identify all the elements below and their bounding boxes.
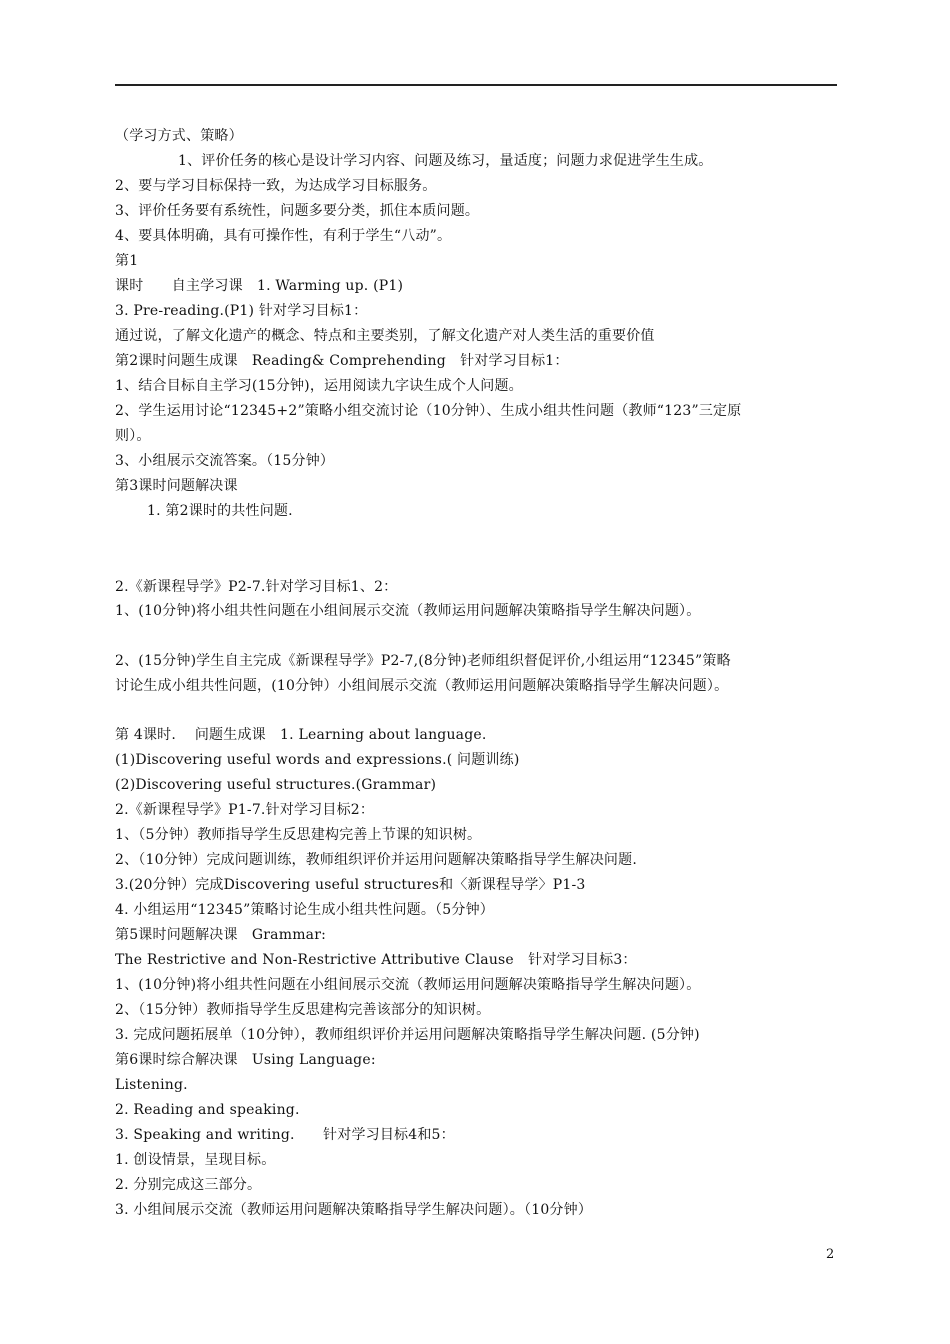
text-line: 4、要具体明确，具有可操作性，有利于学生“八动”。	[115, 228, 452, 244]
text-line: 2、（10分钟）完成问题训练，教师组织评价并运用问题解决策略指导学生解决问题.	[115, 852, 637, 868]
text-line: 2.《新课程导学》P2-7.针对学习目标1、2：	[115, 579, 398, 595]
text-line: 1、(10分钟)将小组共性问题在小组间展示交流（教师运用问题解决策略指导学生解决问题）。	[115, 977, 701, 993]
text-line: 3、评价任务要有系统性，问题多要分类，抓住本质问题。	[115, 203, 480, 219]
text-line: 3、小组展示交流答案。（15分钟）	[115, 453, 335, 469]
text-line: 2.《新课程导学》P1-7.针对学习目标2：	[115, 802, 375, 818]
text-line: 1、(10分钟)将小组共性问题在小组间展示交流（教师运用问题解决策略指导学生解决问题）。	[115, 603, 701, 619]
text-line: 1. 创设情景，呈现目标。	[115, 1152, 276, 1168]
text-line: 2、学生运用讨论“12345+2”策略小组交流讨论（10分钟）、生成小组共性问题（教师“123”三定原	[115, 403, 742, 419]
text-line: 2、(15分钟)学生自主完成《新课程导学》P2-7,(8分钟)老师组织督促评价,小组运用“12345”策略	[115, 653, 731, 669]
text-line: (2)Discovering useful structures.(Grammar)	[115, 777, 437, 793]
header-rule	[115, 84, 837, 86]
text-line: The Restrictive and Non-Restrictive Attributive Clause 针对学习目标3：	[115, 952, 637, 968]
text-line: 课时 自主学习课 1. Warming up. (P1)	[115, 278, 404, 294]
text-line: 第5课时问题解决课 Grammar:	[115, 927, 327, 943]
text-line: 3. Pre-reading.(P1) 针对学习目标1：	[115, 303, 368, 319]
text-line: 3. 小组间展示交流（教师运用问题解决策略指导学生解决问题）。（10分钟）	[115, 1202, 593, 1218]
page-number: 2	[826, 1247, 835, 1262]
text-line: 讨论生成小组共性问题，(10分钟）小组间展示交流（教师运用问题解决策略指导学生解决问题）。	[115, 678, 729, 694]
text-line: 1. 第2课时的共性问题.	[147, 503, 293, 519]
text-line: 2、要与学习目标保持一致，为达成学习目标服务。	[115, 178, 437, 194]
text-line: 第3课时问题解决课	[115, 478, 238, 494]
text-line: 1、（5分钟）教师指导学生反思建构完善上节课的知识树。	[115, 827, 482, 843]
text-line: 1、结合目标自主学习(15分钟)，运用阅读九字诀生成个人问题。	[115, 378, 523, 394]
text-line: 通过说，了解文化遗产的概念、特点和主要类别，了解文化遗产对人类生活的重要价值	[115, 328, 655, 344]
text-line: 3. Speaking and writing. 针对学习目标4和5：	[115, 1127, 455, 1143]
text-line: 第6课时综合解决课 Using Language:	[115, 1052, 376, 1068]
text-line: 2、（15分钟）教师指导学生反思建构完善该部分的知识树。	[115, 1002, 491, 1018]
text-line: 3. 完成问题拓展单（10分钟），教师组织评价并运用问题解决策略指导学生解决问题. (5分钟)	[115, 1027, 700, 1043]
text-line: 2. 分别完成这三部分。	[115, 1177, 262, 1193]
text-line: 第2课时问题生成课 Reading& Comprehending 针对学习目标1：	[115, 353, 569, 369]
text-line: 2. Reading and speaking.	[115, 1102, 300, 1118]
text-line: Listening.	[115, 1077, 188, 1093]
text-line: 则）。	[115, 428, 151, 444]
text-line: 4. 小组运用“12345”策略讨论生成小组共性问题。（5分钟）	[115, 902, 494, 918]
text-line: 1、评价任务的核心是设计学习内容、问题及练习，量适度；问题力求促进学生生成。	[178, 153, 713, 169]
text-line: 3.(20分钟）完成Discovering useful structures和〈新课程导学〉P1-3	[115, 877, 586, 893]
text-line: (1)Discovering useful words and expressions.( 问题训练)	[115, 752, 520, 768]
text-line: （学习方式、策略）	[115, 128, 243, 144]
text-line: 第 4课时. 问题生成课 1. Learning about language.	[115, 727, 487, 743]
text-line: 第1	[115, 253, 139, 269]
